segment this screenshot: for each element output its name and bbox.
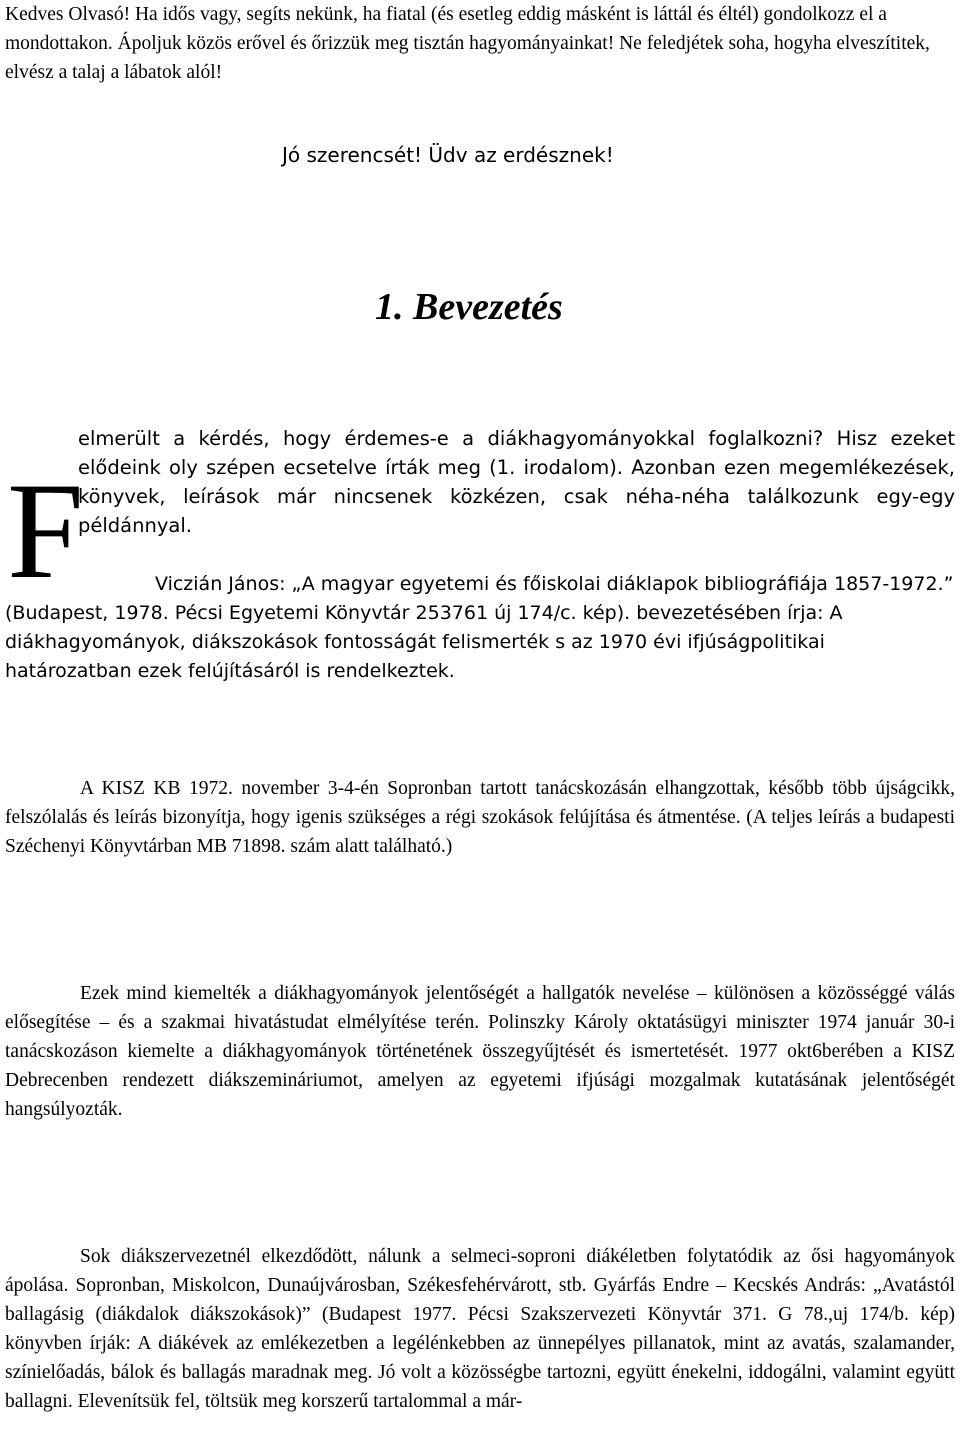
drop-cap-paragraph: elmerült a kérdés, hogy érdemes-e a diákhagyományokkal foglalkozni? Hisz ezeket elődeink oly szépen ecsetelve írták meg (1. irodalom). Azonban ezen megemlékezések, könyvek, leírások már nincsenek közkézen, csak néha-néha találkozunk egy-egy példánnyal. xyxy=(78,427,955,537)
ezek-paragraph xyxy=(5,979,955,1124)
intro-paragraph xyxy=(5,0,955,87)
viczian-text: Viczián János: „A magyar egyetemi és főiskolai diáklapok bibliográfiája 1857-1972.” (Budapest, 1978. Pécsi Egyetemi Könyvtár 253761 új 174/c. kép). bevezetésében írja: A diákhagyományok, diákszokások fontosságát felismerték s az 1970 évi ifjúságpolitikai határozatban ezek felújításáról is rendelkeztek. xyxy=(5,573,954,682)
ezek-text: Ezek mind kiemelték a diákhagyományok jelentőségét a hallgatók nevelése – különösen a közösséggé válás elősegítése – és a szakmai hivatástudat elmélyítése terén. Polinszky Károly oktatásügyi miniszter 1974 január 30-i tanácskozáson kiemelte a diákhagyományok történetének összegyűjtését és ismertetését. 1977 okt6berében a KISZ Debrecenben rendezett diákszemináriumot, amelyen az egyetemi ifjúsági mozgalmak kutatásának jelentőségét hangsúlyozták. xyxy=(5,983,955,1120)
sok-text: Sok diákszervezetnél elkezdődött, nálunk a selmeci-soproni diákéletben folytatódik az ősi hagyományok ápolása. Sopronban, Miskolcon, Dunaújvárosban, Székesfehérvárott, stb. Gyárfás Endre – Kecskés András: „Avatástól ballagásig (diákdalok diákszokások)” (Budapest 1977. Pécsi Szakszervezeti Könyvtár 371. G 78.,uj 174/b. kép) könyvben írják: A diákévek az emlékezetben a legélénkebben az ünnepélyes pillanatok, mint az avatás, szalamander, színielőadás, bálok és ballagás maradnak meg. Jó volt a közösségbe tartozni, együtt énekelni, iddogálni, valamint együtt ballagni. Elevenítsük fel, töltsük meg korszerű tartalommal a már- xyxy=(5,1246,955,1412)
greeting-line: Jó szerencsét! Üdv az erdésznek! xyxy=(282,143,614,167)
kisz-text: A KISZ KB 1972. november 3-4-én Sopronban tartott tanácskozásán elhangzottak, később több újságcikk, felszólalás és leírás bizonyítja, hogy igenis szükséges a régi szokások felújítása és átmentése. (A teljes leírás a budapesti Széchenyi Könyvtárban MB 71898. szám alatt található.) xyxy=(5,778,955,857)
sok-paragraph xyxy=(5,1242,955,1416)
drop-cap-letter: F xyxy=(7,454,84,607)
kisz-paragraph xyxy=(5,774,955,861)
viczian-paragraph xyxy=(5,570,955,686)
intro-text: Kedves Olvasó! Ha idős vagy, segíts nekünk, ha fiatal (és esetleg eddig másként is láttál és éltél) gondolkozz el a mondottakon. Ápoljuk közös erővel és őrizzük meg tisztán hagyományainkat! Ne feledjétek soha, hogyha elveszítitek, elvész a talaj a lábatok alól! xyxy=(5,4,930,83)
section-heading: 1. Bevezetés xyxy=(375,286,563,328)
